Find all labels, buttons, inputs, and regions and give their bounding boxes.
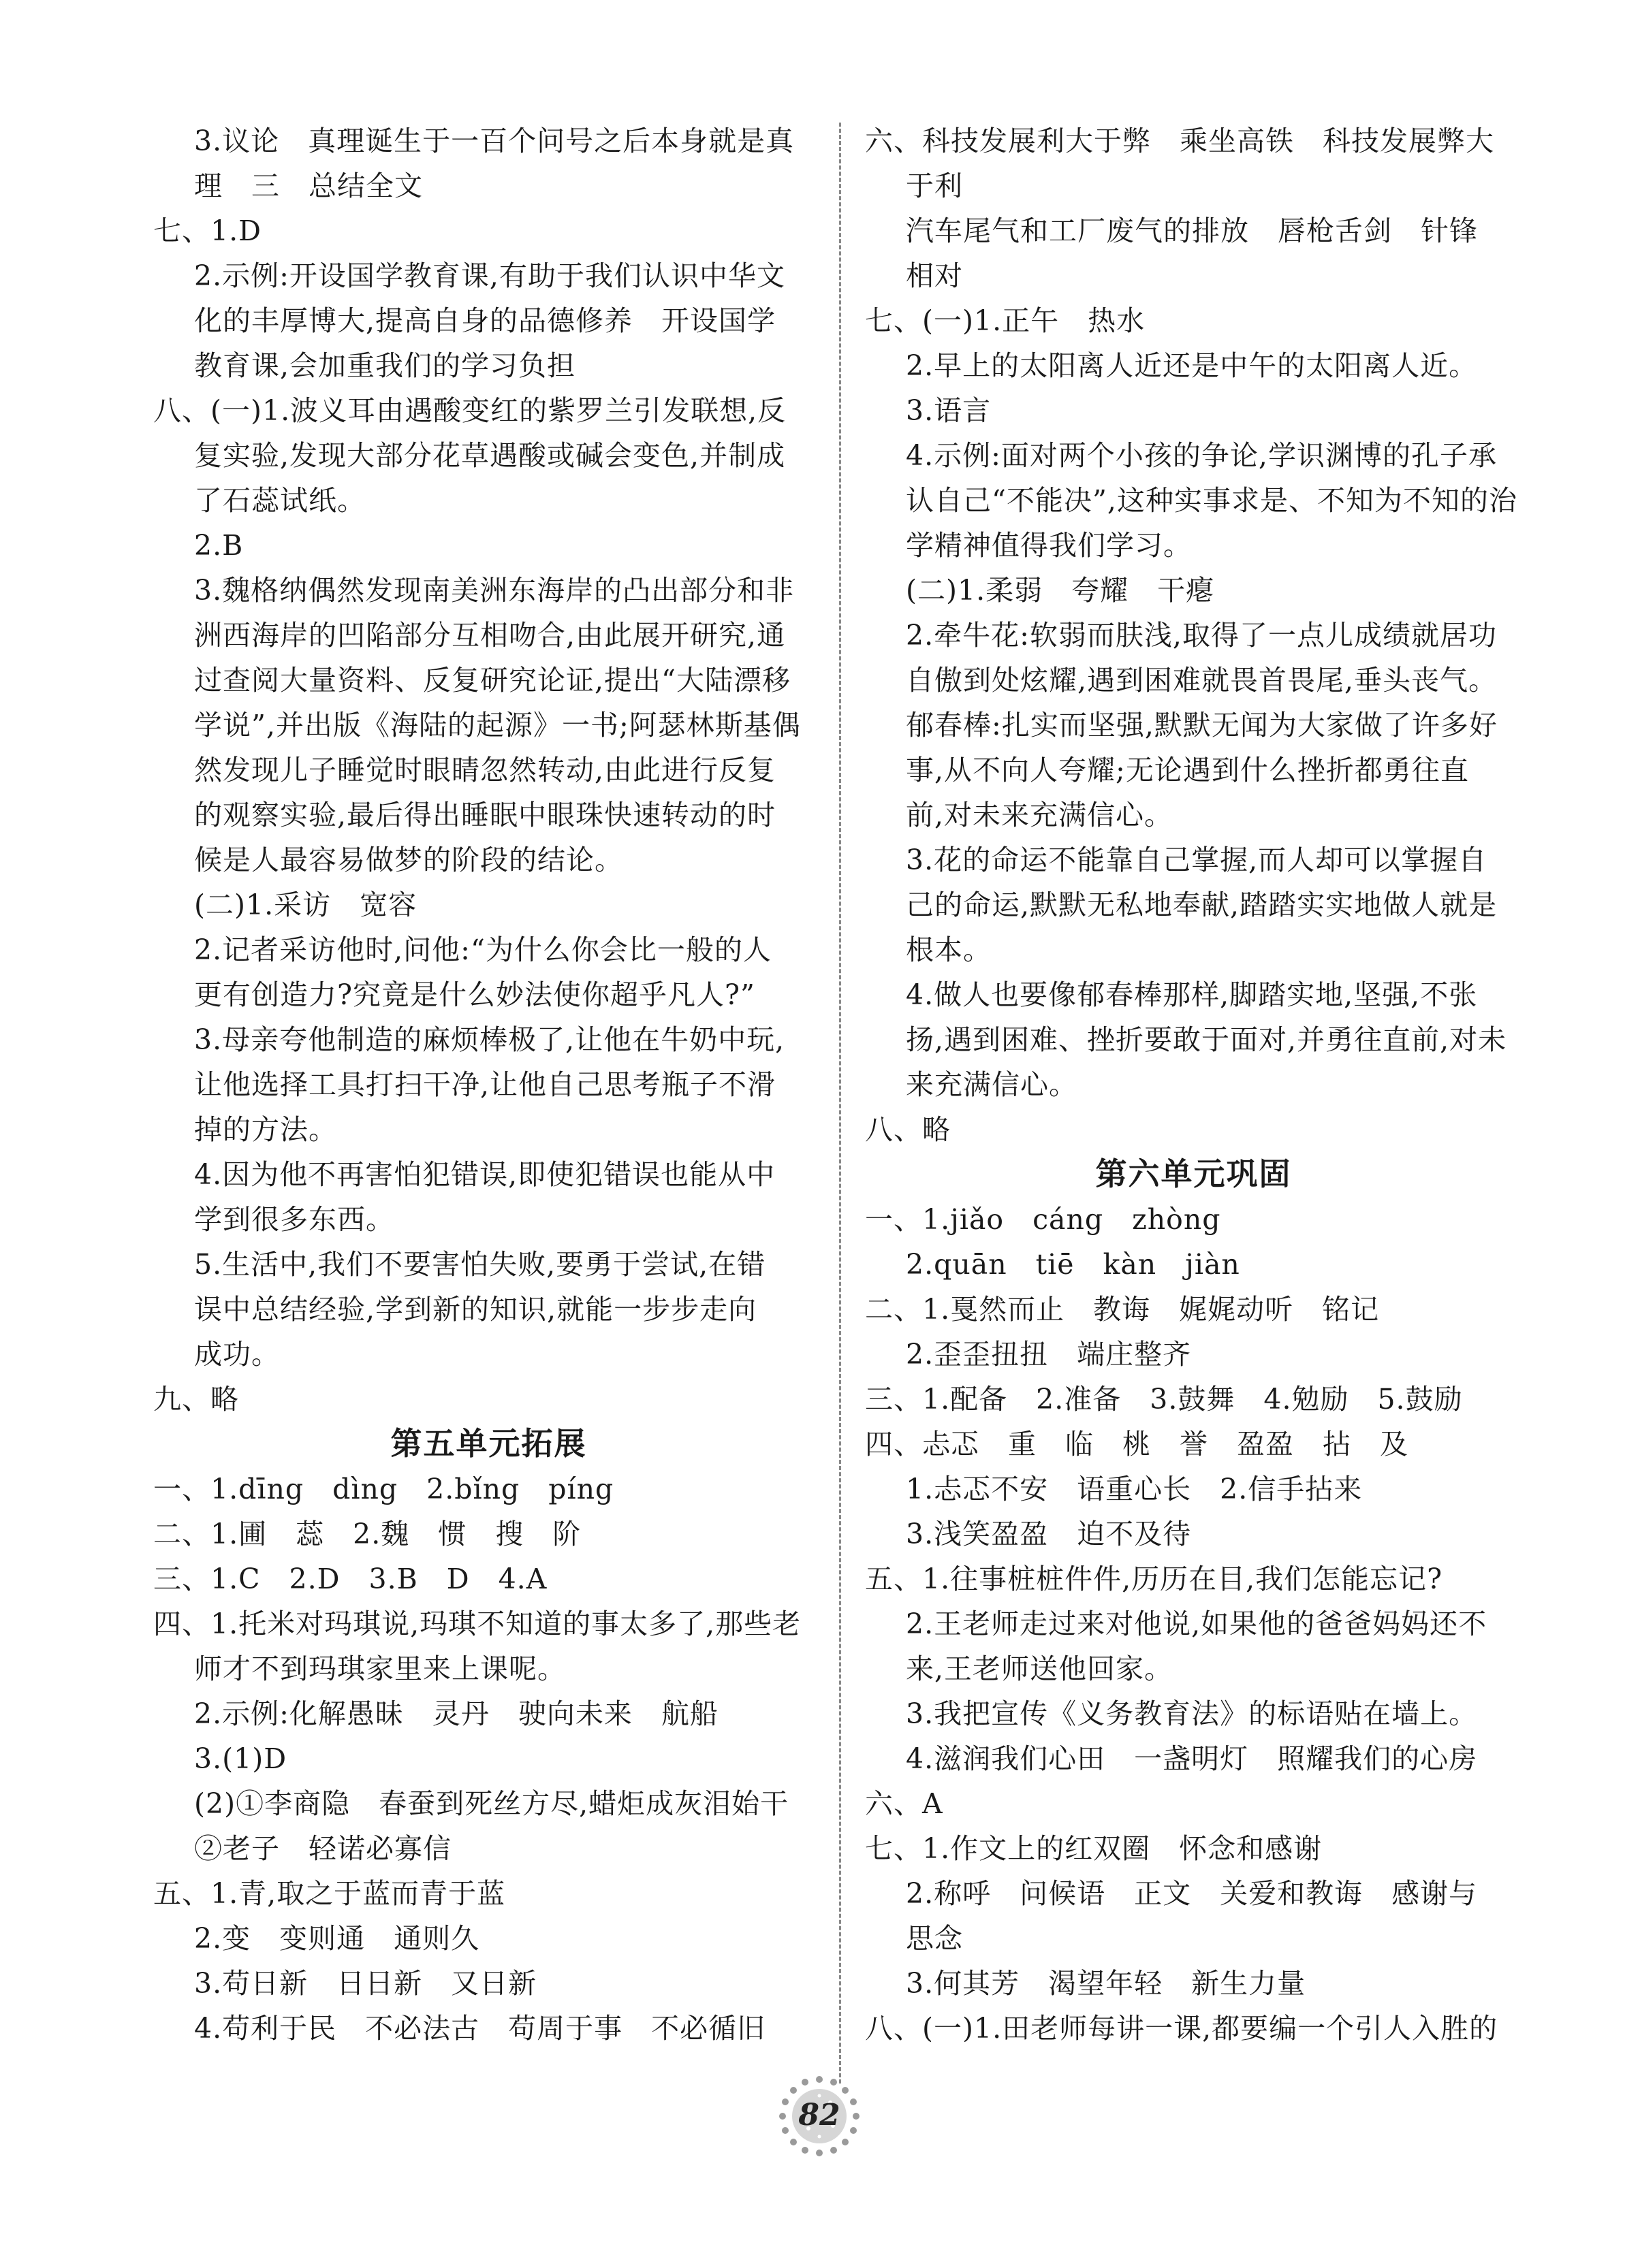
text-line: 师才不到玛琪家里来上课呢。: [194, 1652, 566, 1685]
text-line: (二)1.柔弱 夸耀 干瘪: [906, 574, 1215, 607]
text-line: 七、1.作文上的红双圈 怀念和感谢: [865, 1832, 1323, 1865]
text-line: 八、(一)1.田老师每讲一课,都要编一个引人入胜的: [865, 2012, 1498, 2045]
text-line: 相对: [906, 259, 963, 292]
text-line: 自傲到处炫耀,遇到困难就畏首畏尾,垂头丧气。: [906, 664, 1498, 697]
text-line: 学到很多东西。: [194, 1203, 394, 1236]
text-line: ②老子 轻诺必寡信: [194, 1832, 452, 1865]
text-line: 认自己“不能决”,这种实事求是、不知为不知的治: [906, 484, 1517, 517]
text-line: 六、A: [865, 1787, 943, 1820]
text-line: 过查阅大量资料、反复研究论证,提出“大陆漂移: [194, 664, 791, 697]
text-line: 3.浅笑盈盈 迫不及待: [906, 1518, 1192, 1550]
text-line: 3.议论 真理诞生于一百个问号之后本身就是真: [194, 125, 795, 157]
text-line: 郁春棒:扎实而坚强,默默无闻为大家做了许多好: [906, 709, 1498, 741]
text-line: 学说”,并出版《海陆的起源》一书;阿瑟林斯基偶: [194, 709, 801, 741]
text-line: 六、科技发展利大于弊 乘坐高铁 科技发展弊大: [865, 125, 1494, 157]
text-line: 4.苟利于民 不必法古 苟周于事 不必循旧: [194, 2012, 766, 2045]
text-line: 了石蕊试纸。: [194, 484, 366, 517]
text-line: 四、1.托米对玛琪说,玛琪不知道的事太多了,那些老: [153, 1608, 802, 1640]
text-line: 于利: [906, 170, 963, 202]
text-line: 学精神值得我们学习。: [906, 529, 1192, 562]
text-line: 误中总结经验,学到新的知识,就能一步步走向: [194, 1293, 757, 1326]
text-line: 根本。: [906, 933, 992, 966]
text-line: 化的丰厚博大,提高自身的品德修养 开设国学: [194, 304, 776, 337]
text-line: (二)1.采访 宽容: [194, 889, 417, 921]
text-line: 2.歪歪扭扭 端庄整齐: [906, 1338, 1192, 1371]
text-line: 3.何其芳 渴望年轻 新生力量: [906, 1967, 1306, 2000]
text-line: 教育课,会加重我们的学习负担: [194, 349, 576, 382]
text-line: 3.花的命运不能靠自己掌握,而人却可以掌握自: [906, 844, 1487, 876]
text-line: 七、1.D: [153, 214, 262, 247]
text-line: 事,从不向人夸耀;无论遇到什么挫折都勇往直: [906, 754, 1469, 786]
text-line: 己的命运,默默无私地奉献,踏踏实实地做人就是: [906, 889, 1498, 921]
text-line: 理 三 总结全文: [194, 170, 423, 202]
column-divider: [839, 123, 841, 2083]
text-line: 3.(1)D: [194, 1742, 287, 1775]
text-line: 2.示例:开设国学教育课,有助于我们认识中华文: [194, 259, 785, 292]
text-line: 前,对未来充满信心。: [906, 799, 1173, 831]
text-line: 九、略: [153, 1383, 239, 1416]
text-line: 三、1.配备 2.准备 3.鼓舞 4.勉励 5.鼓励: [865, 1383, 1463, 1416]
text-line: 的观察实验,最后得出睡眠中眼珠快速转动的时: [194, 799, 776, 831]
text-line: 思念: [906, 1922, 963, 1955]
text-line: 汽车尾气和工厂废气的排放 唇枪舌剑 针锋: [906, 214, 1478, 247]
text-line: 然发现儿子睡觉时眼睛忽然转动,由此进行反复: [194, 754, 776, 786]
text-line: 二、1.圃 蕊 2.魏 惯 搜 阶: [153, 1518, 582, 1550]
text-line: 4.因为他不再害怕犯错误,即使犯错误也能从中: [194, 1158, 776, 1191]
text-line: 4.做人也要像郁春棒那样,脚踏实地,坚强,不张: [906, 978, 1478, 1011]
text-line: 2.变 变则通 通则久: [194, 1922, 480, 1955]
text-line: 掉的方法。: [194, 1113, 337, 1146]
text-line: 更有创造力?究竟是什么妙法使你超乎凡人?”: [194, 978, 755, 1011]
text-line: 洲西海岸的凹陷部分互相吻合,由此展开研究,通: [194, 619, 786, 652]
text-line: 3.魏格纳偶然发现南美洲东海岸的凸出部分和非: [194, 574, 795, 607]
text-line: 2.称呼 问候语 正文 关爱和教诲 感谢与: [906, 1877, 1478, 1910]
text-line: 来,王老师送他回家。: [906, 1652, 1173, 1685]
text-line: (2)①李商隐 春蚕到死丝方尽,蜡炬成灰泪始干: [194, 1787, 789, 1820]
text-line: 2.王老师走过来对他说,如果他的爸爸妈妈还不: [906, 1608, 1487, 1640]
text-line: 三、1.C 2.D 3.B D 4.A: [153, 1563, 548, 1595]
text-line: 候是人最容易做梦的阶段的结论。: [194, 844, 623, 876]
text-line: 八、略: [865, 1113, 951, 1146]
text-line: 复实验,发现大部分花草遇酸或碱会变色,并制成: [194, 439, 786, 472]
text-line: 五、1.青,取之于蓝而青于蓝: [153, 1877, 506, 1910]
text-line: 2.牵牛花:软弱而肤浅,取得了一点儿成绩就居功: [906, 619, 1497, 652]
section-title-unit5-extension: 第五单元拓展: [390, 1425, 587, 1462]
text-line: 2.早上的太阳离人近还是中午的太阳离人近。: [906, 349, 1478, 382]
text-line: 2.B: [194, 529, 244, 562]
text-line: 五、1.往事桩桩件件,历历在目,我们怎能忘记?: [865, 1563, 1443, 1595]
text-line: 来充满信心。: [906, 1068, 1077, 1101]
text-line: 一、1.jiǎo cáng zhòng: [865, 1203, 1221, 1236]
text-line: 2.记者采访他时,问他:“为什么你会比一般的人: [194, 933, 772, 966]
page-number-badge: [778, 2075, 860, 2157]
text-line: 一、1.dīng dìng 2.bǐng píng: [153, 1473, 614, 1505]
text-line: 3.我把宣传《义务教育法》的标语贴在墙上。: [906, 1697, 1478, 1730]
page-number: 82: [798, 2098, 840, 2133]
text-line: 成功。: [194, 1338, 280, 1371]
text-line: 四、忐忑 重 临 桃 誉 盈盈 拈 及: [865, 1428, 1408, 1460]
text-line: 3.语言: [906, 394, 992, 427]
text-line: 1.忐忑不安 语重心长 2.信手拈来: [906, 1473, 1363, 1505]
text-line: 3.苟日新 日日新 又日新: [194, 1967, 537, 2000]
text-line: 扬,遇到困难、挫折要敢于面对,并勇往直前,对未: [906, 1023, 1507, 1056]
text-line: 5.生活中,我们不要害怕失败,要勇于尝试,在错: [194, 1248, 766, 1281]
section-title-unit6-review: 第六单元巩固: [1095, 1155, 1292, 1192]
text-line: 2.quān tiē kàn jiàn: [906, 1248, 1240, 1281]
text-line: 七、(一)1.正午 热水: [865, 304, 1146, 337]
text-line: 3.母亲夸他制造的麻烦棒极了,让他在牛奶中玩,: [194, 1023, 785, 1056]
text-line: 八、(一)1.波义耳由遇酸变红的紫罗兰引发联想,反: [153, 394, 787, 427]
text-line: 2.示例:化解愚昧 灵丹 驶向未来 航船: [194, 1697, 719, 1730]
text-line: 让他选择工具打扫干净,让他自己思考瓶子不滑: [194, 1068, 776, 1101]
text-line: 二、1.戛然而止 教诲 娓娓动听 铭记: [865, 1293, 1380, 1326]
text-line: 4.滋润我们心田 一盏明灯 照耀我们的心房: [906, 1742, 1478, 1775]
text-line: 4.示例:面对两个小孩的争论,学识渊博的孔子承: [906, 439, 1497, 472]
